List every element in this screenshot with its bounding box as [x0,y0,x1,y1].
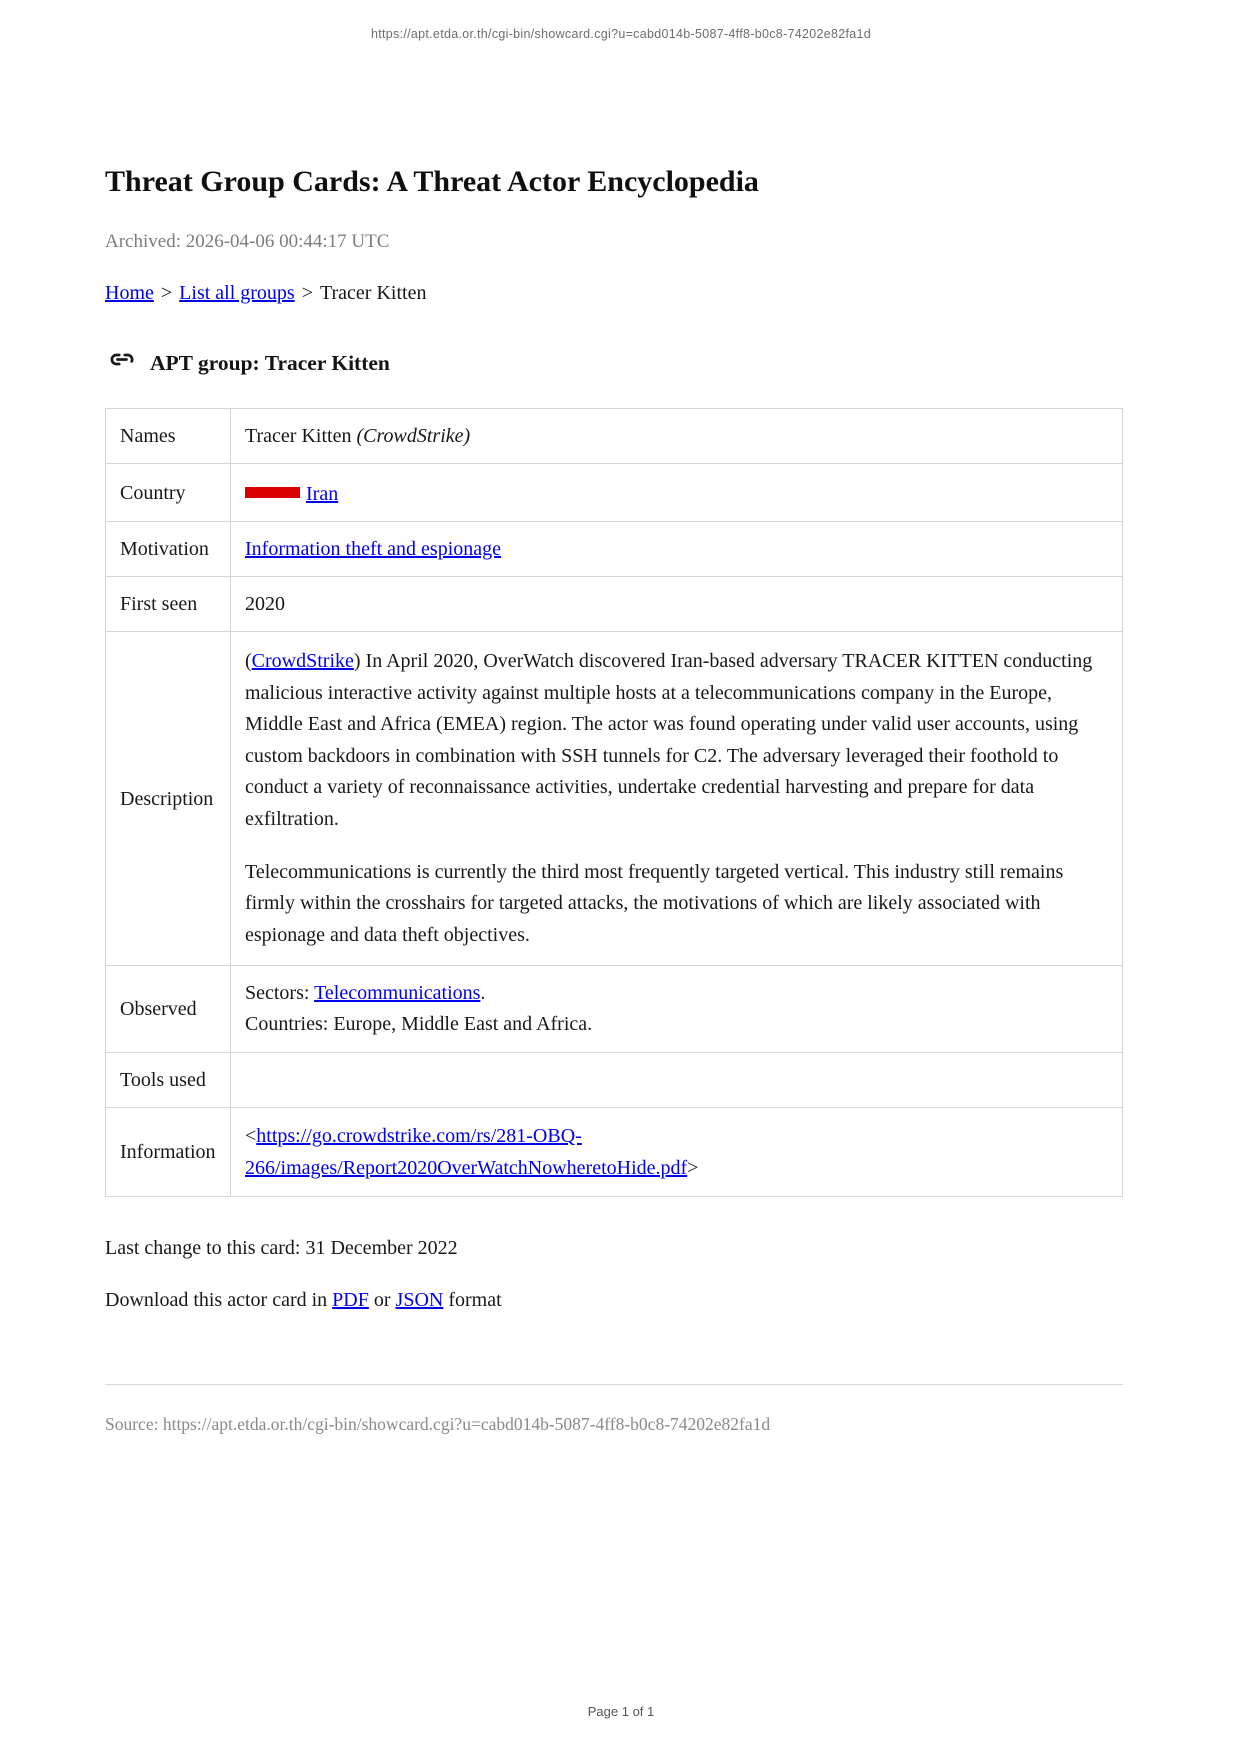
information-value [231,1108,1123,1197]
archive-header-url: https://apt.etda.or.th/cgi-bin/showcard.cgi?u=cabd014b-5087-4ff8-b0c8-74202e82fa1d [370,27,872,41]
observed-countries: Countries: Europe, Middle East and Africa. [245,1013,593,1036]
description-paragraph-2: Telecommunications is currently the third most frequently targeted vertical. This industry still remains firmly within the crosshairs for targeted attacks, the motivations of which are likely associated with espionage and data theft objectives. [245,860,1064,946]
observed-sectors [245,978,1108,1009]
information-label: Information [106,1108,231,1197]
download-pdf-link[interactable]: PDF [332,1289,369,1312]
description-value [231,632,1123,966]
first-seen-label: First seen [106,577,231,632]
description-paragraph-1 [245,646,1108,836]
tools-used-label: Tools used [106,1053,231,1108]
breadcrumb-list-all-groups-link[interactable]: List all groups [179,282,295,304]
motivation-label: Motivation [106,522,231,577]
observed-sectors-suffix: . [480,982,486,1005]
names-attribution: (CrowdStrike) [356,425,471,447]
iran-flag-icon [245,476,300,509]
information-report-link[interactable]: https://go.crowdstrike.com/rs/281-OBQ-266/images/Report2020OverWatchNowheretoHide.pdf [245,1125,688,1180]
page-title: Threat Group Cards: A Threat Actor Encyclopedia [105,165,759,198]
breadcrumb-separator: > [160,282,173,304]
country-label: Country [106,464,231,522]
last-change-text: Last change to this card: 31 December 2022 [105,1237,458,1260]
link-icon[interactable] [105,346,139,373]
source-url-text: Source: https://apt.etda.or.th/cgi-bin/showcard.cgi?u=cabd014b-5087-4ff8-b0c8-74202e82fa1d [105,1414,771,1435]
first-seen-value: 2020 [231,577,1123,632]
download-suffix: format [443,1289,502,1312]
country-link-label: Iran [306,483,339,505]
observed-sectors-prefix: Sectors: [245,982,315,1005]
description-p1-open: ( [245,650,252,672]
names-value-text: Tracer Kitten [245,425,357,447]
apt-group-heading [105,350,1123,377]
information-prefix: < [245,1125,257,1148]
download-prefix: Download this actor card in [105,1289,333,1312]
download-line [105,1289,1123,1312]
observed-value [231,966,1123,1053]
archived-timestamp: Archived: 2026-04-06 00:44:17 UTC [105,231,390,252]
table-row-observed [106,966,1123,1053]
crowdstrike-link[interactable]: CrowdStrike [251,650,354,672]
footer-divider [105,1384,1123,1385]
country-iran-link[interactable] [245,483,338,505]
table-row-country [106,464,1123,522]
table-row-information [106,1108,1123,1197]
names-label: Names [106,409,231,464]
motivation-link[interactable]: Information theft and espionage [245,538,502,560]
actor-card-table [105,408,1123,1197]
names-value [231,409,1123,464]
apt-group-heading-text: APT group: Tracer Kitten [150,351,390,375]
description-label: Description [106,632,231,966]
sectors-telecommunications-link[interactable]: Telecommunications [314,982,481,1005]
description-p1-text: ) In April 2020, OverWatch discovered Iran-based adversary TRACER KITTEN conducting malicious interactive activity against multiple hosts at a telecommunications company in the Europe, Middle East and Africa (EMEA) region. The actor was found operating under valid user accounts, using custom backdoors in combination with SSH tunnels for C2. The adversary leveraged their foothold to conduct a variety of reconnaissance activities, undertake credential harvesting and prepare for data exfiltration. [245,650,1093,830]
table-row-first-seen [106,577,1123,632]
table-row-names [106,409,1123,464]
information-suffix: > [687,1157,699,1180]
observed-label: Observed [106,966,231,1053]
table-row-tools-used [106,1053,1123,1108]
page-indicator: Page 1 of 1 [587,1704,655,1719]
tools-used-value [231,1053,1123,1108]
breadcrumb-home-link[interactable]: Home [105,282,154,304]
motivation-value [231,522,1123,577]
breadcrumb-current: Tracer Kitten [320,282,427,304]
table-row-description [106,632,1123,966]
download-json-link[interactable]: JSON [395,1289,444,1312]
breadcrumb [105,282,1123,305]
country-value [231,464,1123,522]
breadcrumb-separator: > [301,282,313,304]
download-or: or [368,1289,396,1312]
page-content [105,164,1123,1435]
table-row-motivation [106,522,1123,577]
